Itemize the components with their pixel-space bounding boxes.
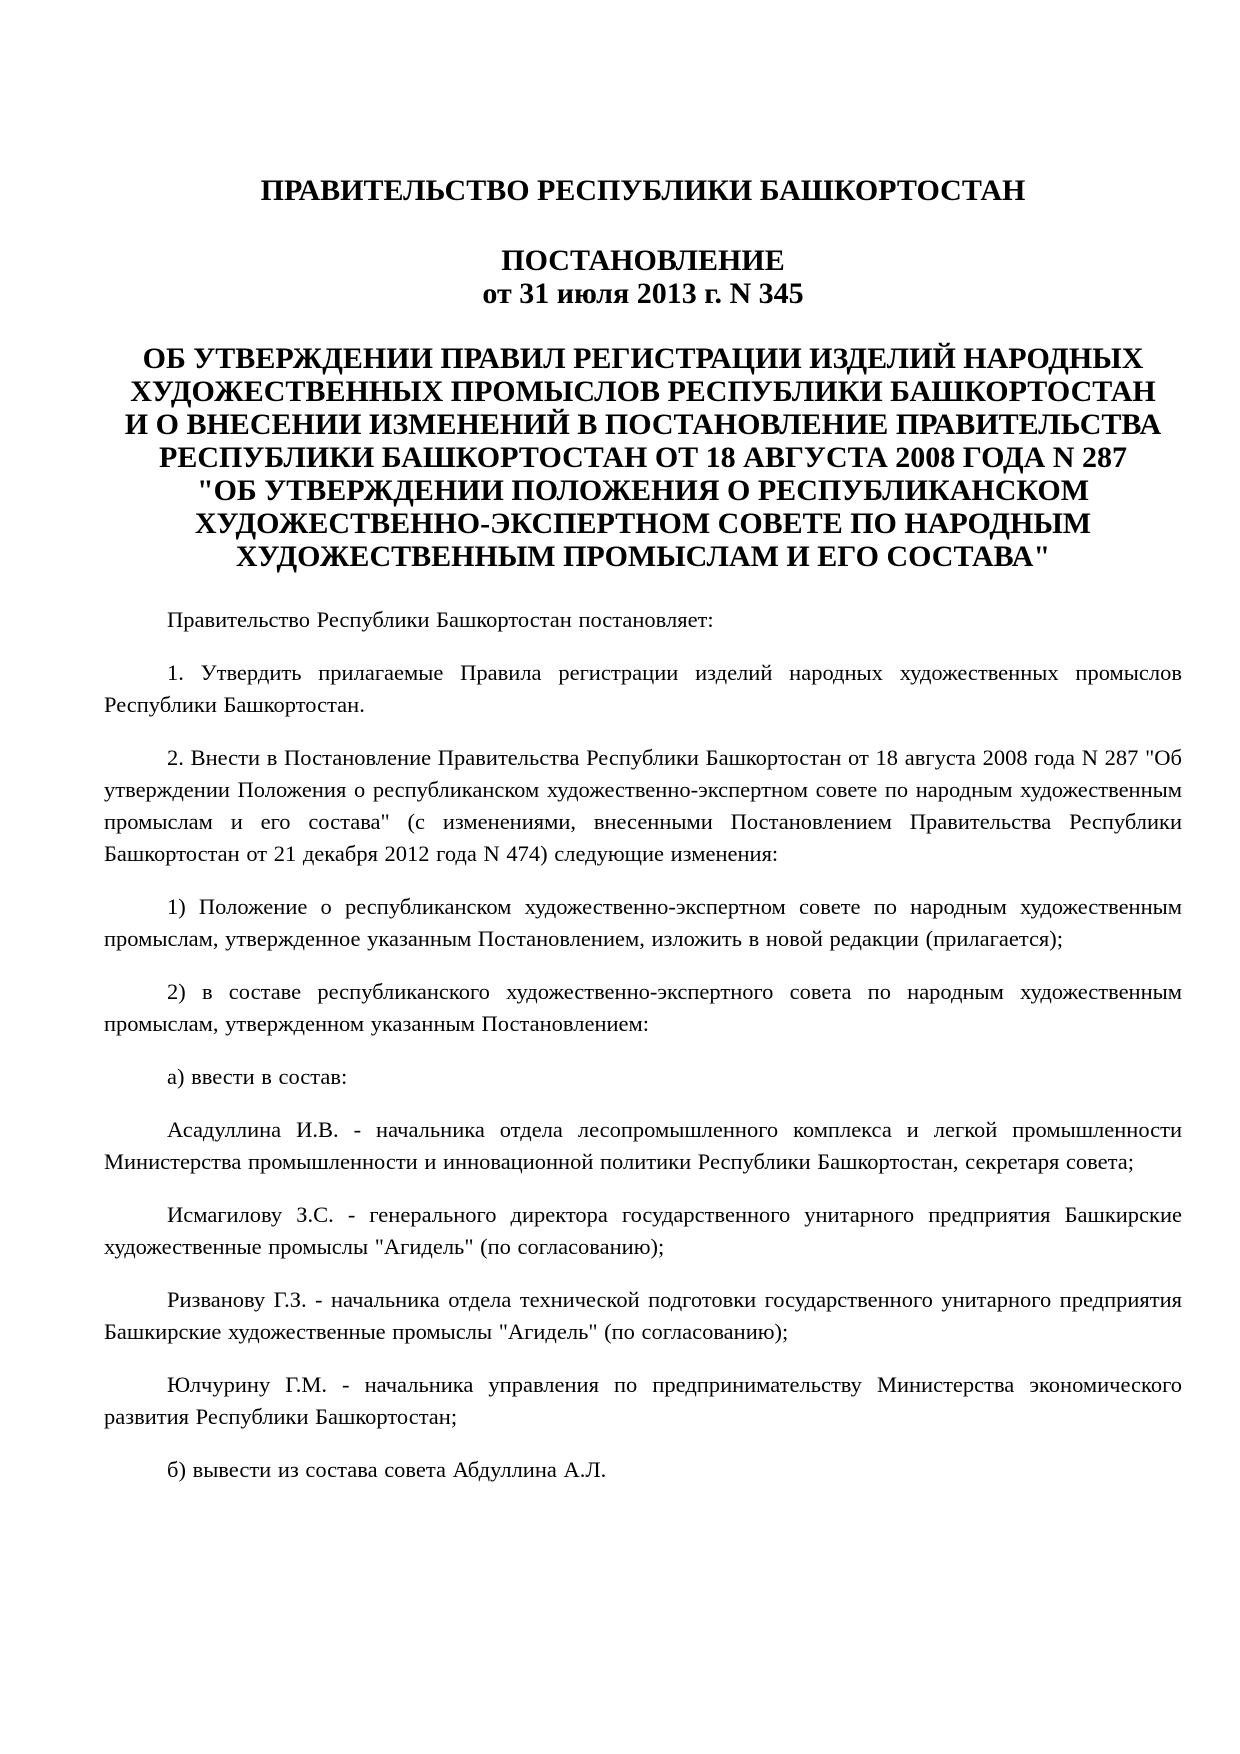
clause-1: 1. Утвердить прилагаемые Правила регистрации изделий народных художественных промыслов Республики Башкортостан. (104, 660, 1182, 717)
document-title-line: ХУДОЖЕСТВЕННО-ЭКСПЕРТНОМ СОВЕТЕ ПО НАРОДНЫМ (194, 507, 1092, 540)
document-title-line: ХУДОЖЕСТВЕННЫМ ПРОМЫСЛАМ И ЕГО СОСТАВА" (235, 540, 1051, 573)
document-date-number: от 31 июля 2013 г. N 345 (482, 277, 804, 310)
document-content (104, 174, 1182, 1486)
member-asadullina: Асадуллина И.В. - начальника отдела лесопромышленного комплекса и легкой промышленности Министерства промышленности и инновационной политики Республики Башкортостан, секретаря совета; (104, 1117, 1182, 1174)
document-type-block (104, 244, 1182, 310)
member-ismagilova: Исмагилову З.С. - генерального директора государственного унитарного предприятия Башкирские художественные промыслы "Агидель" (по согласованию); (104, 1202, 1182, 1259)
clause-2: 2. Внести в Постановление Правительства Республики Башкортостан от 18 августа 2008 года N 287 "Об утверждении Положения о республиканском художественно-экспертном совете по народным художественным промыслам и его состава" (с изменениями, внесенными Постановлением Правительства Республики Башкортостан от 21 декабря 2012 года N 474) следующие изменения: (104, 745, 1182, 866)
document-title-line: РЕСПУБЛИКИ БАШКОРТОСТАН ОТ 18 АВГУСТА 2008 ГОДА N 287 (159, 441, 1127, 474)
document-title-line: "ОБ УТВЕРЖДЕНИИ ПОЛОЖЕНИЯ О РЕСПУБЛИКАНСКОМ (196, 474, 1090, 507)
subitem-b: б) вывести из состава совета Абдуллина А.Л. (167, 1457, 607, 1482)
member-yulchurina: Юлчурину Г.М. - начальника управления по предпринимательству Министерства экономического развития Республики Башкортостан; (104, 1372, 1182, 1429)
issuing-authority-heading: ПРАВИТЕЛЬСТВО РЕСПУБЛИКИ БАШКОРТОСТАН (260, 174, 1026, 207)
subclause-2: 2) в составе республиканского художественно-экспертного совета по народным художественным промыслам, утвержденном указанным Постановлением: (104, 979, 1182, 1036)
resolution-preamble: Правительство Республики Башкортостан постановляет: (167, 607, 714, 632)
document-title-line: ОБ УТВЕРЖДЕНИИ ПРАВИЛ РЕГИСТРАЦИИ ИЗДЕЛИЙ НАРОДНЫХ (142, 342, 1144, 375)
document-title (104, 342, 1182, 573)
subclause-1: 1) Положение о республиканском художественно-экспертном совете по народным художественным промыслам, утвержденное указанным Постановлением, изложить в новой редакции (прилагается); (104, 894, 1182, 951)
document-title-line: ХУДОЖЕСТВЕННЫХ ПРОМЫСЛОВ РЕСПУБЛИКИ БАШКОРТОСТАН (130, 375, 1156, 408)
member-rizvanova: Ризванову Г.З. - начальника отдела технической подготовки государственного унитарного предприятия Башкирские художественные промыслы "Агидель" (по согласованию); (104, 1287, 1182, 1344)
document-title-line: И О ВНЕСЕНИИ ИЗМЕНЕНИЙ В ПОСТАНОВЛЕНИЕ ПРАВИТЕЛЬСТВА (124, 408, 1162, 441)
document-body (104, 604, 1182, 1486)
subitem-a: а) ввести в состав: (167, 1064, 348, 1089)
document-type: ПОСТАНОВЛЕНИЕ (501, 244, 785, 277)
